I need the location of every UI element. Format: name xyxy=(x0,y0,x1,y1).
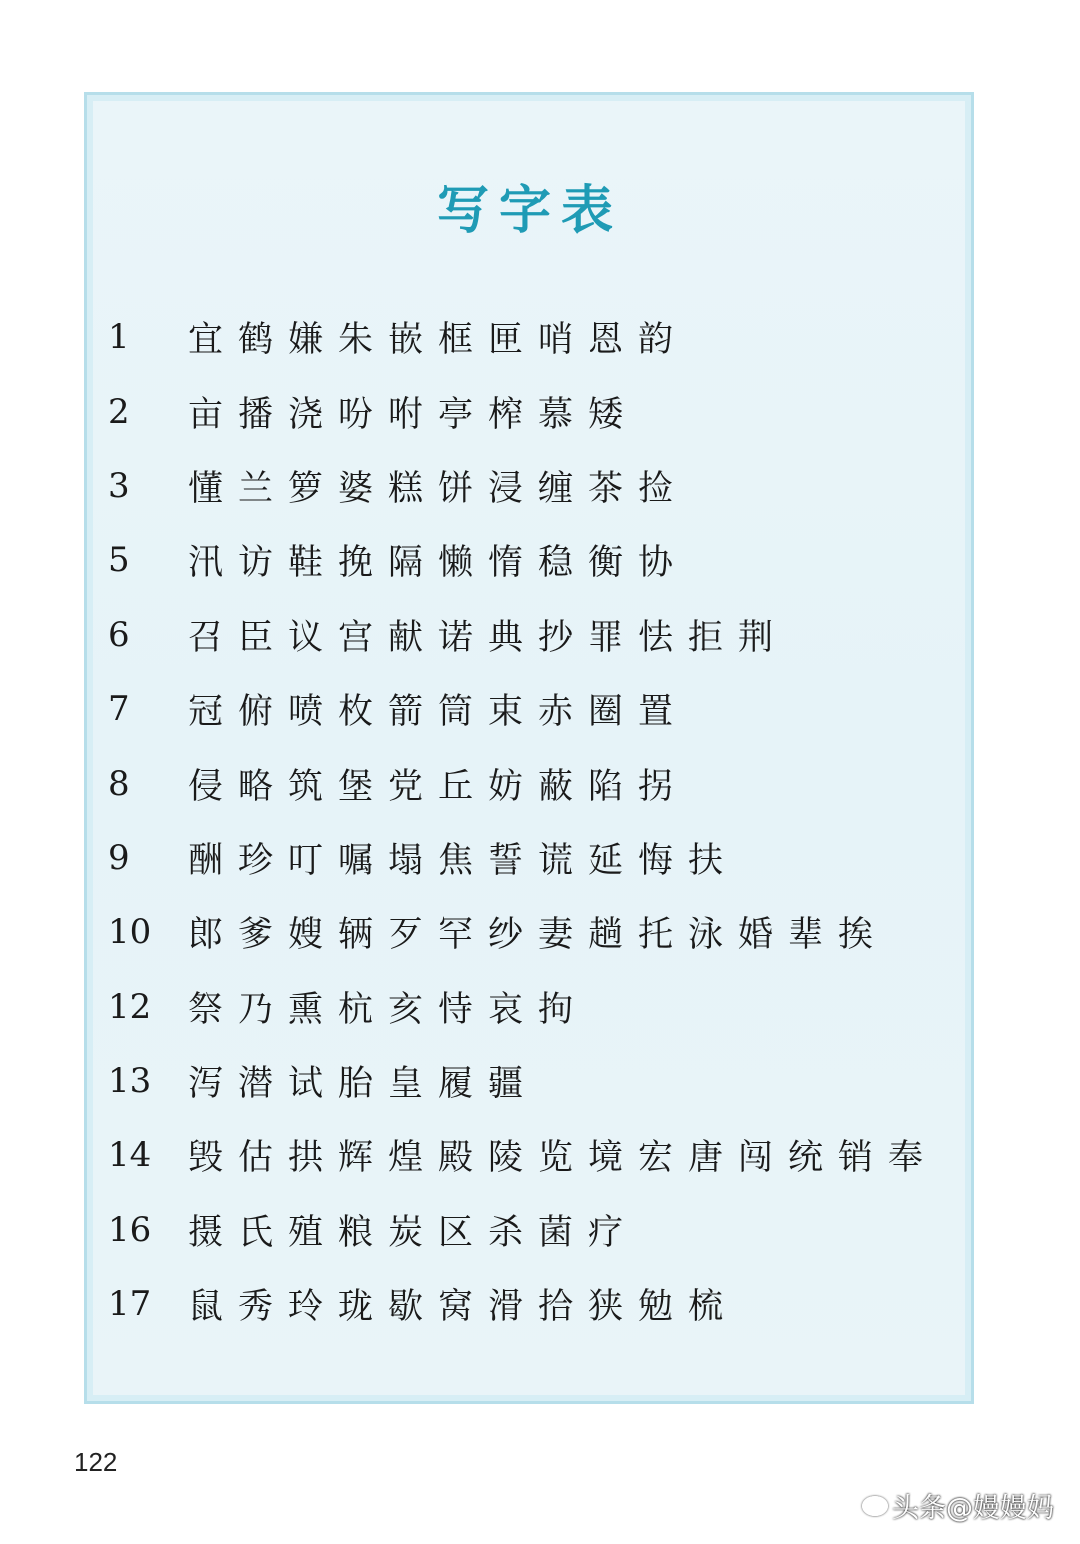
lesson-characters: 宜鹤嫌朱嵌框匣哨恩韵 xyxy=(188,320,689,361)
lesson-number: 12 xyxy=(108,986,152,1027)
lesson-row xyxy=(108,523,948,597)
lesson-characters: 侵略筑堡党丘妨蔽陷拐 xyxy=(188,766,689,807)
lesson-row xyxy=(108,300,948,374)
lesson-row xyxy=(108,449,948,523)
lesson-characters: 郎爹嫂辆歹罕纱妻趟托泳婚辈挨 xyxy=(188,915,889,956)
lesson-number: 1 xyxy=(108,317,130,358)
lesson-characters: 泻潜试胎皇履疆 xyxy=(188,1064,539,1105)
page-number: 122 xyxy=(74,1447,118,1477)
lesson-row xyxy=(108,1193,948,1267)
lesson-number: 7 xyxy=(108,689,130,730)
lesson-number: 9 xyxy=(108,837,130,878)
lesson-row xyxy=(108,970,948,1044)
page-title: 写字表 xyxy=(436,180,623,241)
lesson-number: 17 xyxy=(108,1284,152,1325)
lesson-row xyxy=(108,895,948,969)
lesson-number: 16 xyxy=(108,1209,152,1250)
lesson-number: 14 xyxy=(108,1135,152,1176)
lesson-number: 10 xyxy=(108,912,152,953)
lesson-row xyxy=(108,672,948,746)
lesson-row xyxy=(108,821,948,895)
lesson-characters: 毁估拱辉煌殿陵览境宏唐闯统销奉 xyxy=(188,1138,939,1179)
lesson-row xyxy=(108,746,948,820)
lesson-characters: 酬珍叮嘱塌焦誓谎延悔扶 xyxy=(188,840,739,881)
lesson-row xyxy=(108,1118,948,1192)
lesson-number: 2 xyxy=(108,391,130,432)
lesson-number: 5 xyxy=(108,540,130,581)
lesson-row xyxy=(108,374,948,448)
watermark-icon xyxy=(862,1496,888,1516)
lesson-number: 3 xyxy=(108,465,130,506)
lesson-row xyxy=(108,1044,948,1118)
lesson-characters: 召臣议宫献诺典抄罪怯拒荆 xyxy=(188,617,789,658)
lesson-characters: 摄氏殖粮炭区杀菌疗 xyxy=(188,1212,639,1253)
lesson-row xyxy=(108,598,948,672)
lesson-characters: 祭乃熏杭亥恃哀拘 xyxy=(188,989,589,1030)
character-table xyxy=(108,300,948,1341)
lesson-characters: 懂兰箩婆糕饼浸缠茶捡 xyxy=(188,468,689,509)
lesson-number: 13 xyxy=(108,1061,152,1102)
lesson-characters: 冠俯喷枚箭筒束赤圈置 xyxy=(188,692,689,733)
lesson-row xyxy=(108,1267,948,1341)
lesson-characters: 汛访鞋挽隔懒惰稳衡协 xyxy=(188,543,689,584)
lesson-characters: 亩播浇吩咐亭榨慕矮 xyxy=(188,394,639,435)
lesson-characters: 鼠秀玲珑歇窝滑拾狭勉梳 xyxy=(188,1287,739,1328)
watermark xyxy=(862,1486,1054,1525)
watermark-text: 头条@嫚嫚妈 xyxy=(892,1493,1054,1524)
lesson-number: 6 xyxy=(108,614,130,655)
lesson-number: 8 xyxy=(108,763,130,804)
